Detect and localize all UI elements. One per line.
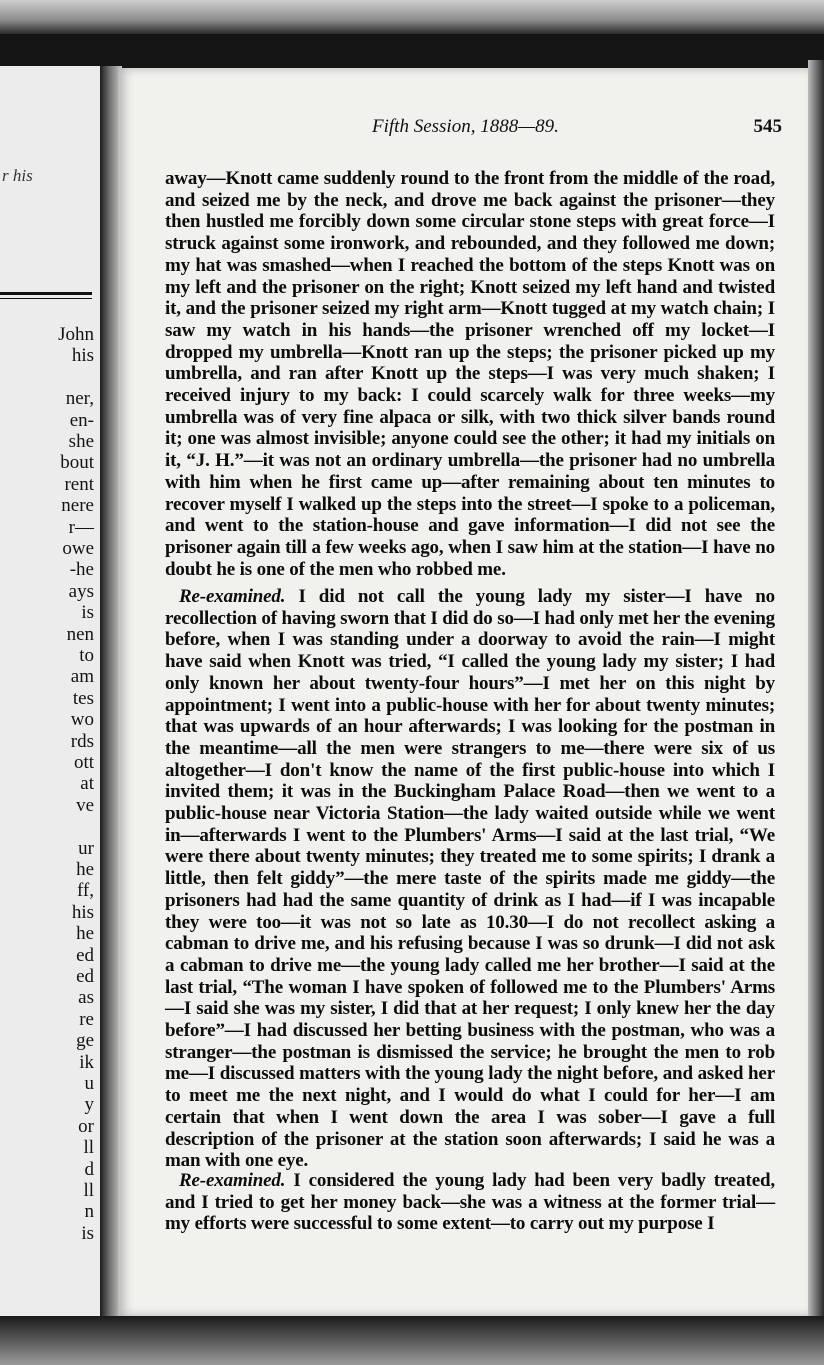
facing-page-line-fragment: John <box>58 324 94 345</box>
running-header <box>372 116 782 142</box>
facing-page-line-fragment: am <box>70 666 94 688</box>
facing-page-line-fragment: ur <box>78 837 94 859</box>
facing-page-line-fragment: bout <box>60 452 94 474</box>
facing-page-line-fragment: re <box>79 1008 94 1030</box>
facing-page-line-fragment: y <box>84 1094 94 1116</box>
facing-page-line-fragment: rds <box>70 730 94 752</box>
facing-page-line-fragment: ik <box>79 1051 94 1073</box>
facing-page-line-fragment: to <box>79 645 94 666</box>
facing-page-line-fragment: ll <box>83 1137 94 1159</box>
facing-page-line-fragment: r— <box>68 516 94 538</box>
facing-page-line-fragment: at <box>80 773 94 795</box>
session-title: Fifth Session, 1888—89. <box>372 116 559 137</box>
facing-page-line-fragment: ed <box>76 944 94 966</box>
scan-dark-band <box>0 34 824 68</box>
facing-page-line-fragment: owe <box>62 538 94 559</box>
facing-page-line-fragment: rent <box>64 473 94 495</box>
facing-page-line-fragment: u <box>84 1073 94 1094</box>
re-examined-label-2: Re-examined. <box>179 1170 286 1191</box>
facing-page-line-fragment: d <box>84 1158 94 1180</box>
paragraph-3 <box>165 1170 775 1235</box>
facing-page-top-fragment: r his <box>2 166 33 185</box>
facing-page-line-fragment: ll <box>83 1180 94 1201</box>
paragraph-2 <box>165 586 775 1172</box>
facing-page-line-fragment: ff, <box>76 880 94 902</box>
facing-page-line-fragment: ed <box>76 966 94 987</box>
facing-page-line-fragment: ott <box>73 752 94 773</box>
facing-page-line-fragment: as <box>78 987 94 1009</box>
facing-page-line-fragment: his <box>71 901 94 923</box>
facing-page-line-fragment: ge <box>76 1030 94 1052</box>
facing-page-line-fragment: or <box>78 1115 94 1137</box>
facing-page-line-fragment: n <box>84 1201 94 1223</box>
facing-page-line-fragment: tes <box>72 687 94 709</box>
re-examined-label: Re-examined. <box>179 586 286 607</box>
facing-page-fragment <box>0 66 103 1316</box>
paragraph-1: away—Knott came suddenly round to the front from the middle of the road, and seized me by the neck, and drove me back against the prisoner—they then hustled me forcibly down some circular stone steps with great force—I struck against some ironwork, and rebounded, and they followed me down; my hat was smashed—when I reached the bottom of the steps Knott was on my left and the prisoner on the right; Knott seized my left hand and twisted it, and the prisoner seized my right arm—Knott tugged at my watch chain; I saw my watch in his hands—the prisoner wrenched off my locket—I dropped my umbrella—Knott ran up the steps; the prisoner picked up my umbrella, and ran after Knott up the steps—I was very much shaken; I received injury to my back: I could scarcely walk for three weeks—my umbrella was of very fine alpaca or silk, with two thick silver bands round it; one was almost invisible; anyone could see the other; it had my initials on it, “J. H.”—it was not an ordinary umbrella—the prisoner had no umbrella with him when he first came up—after remaining about ten minutes to recover myself I walked up the steps into the street—I spoke to a policeman, and went to the station-house and gave information—I did not see the prisoner again till a few weeks ago, when I saw him at the station—I have no doubt he is one of the men who robbed me. <box>165 168 775 580</box>
page-number: 545 <box>753 116 782 137</box>
facing-page-line-fragment: nen <box>66 623 94 645</box>
facing-page-rule <box>0 292 92 295</box>
facing-page-line-fragment: ner, <box>65 388 94 410</box>
facing-page-line-fragment: is <box>81 1222 94 1244</box>
facing-page-line-fragment: he <box>76 923 94 945</box>
facing-page-line-fragment: -he <box>69 559 94 581</box>
facing-page-line-fragment: ve <box>76 794 94 816</box>
facing-page-line-fragment: en- <box>69 409 94 431</box>
paragraph-2-text: I did not call the young lady my sister—I have no recollection of having sworn that I did do so—I had only met her the evening before, when I was standing under a doorway to avoid the rain—I might have said when Knott was tried, “I called the young lady my sister; I had only known her about twenty-four hours”—I met her on this night by appointment; I went into a public-house with her for about twenty minutes; that was upwards of an hour afterwards; I was looking for the postman in the meantime—all the men were strangers to me—there were six of us altogether—I don't know the name of the first public-house into which I invited them; it was in the Buckingham Palace Road—then we went to a public-house near Victoria Station—the lady waited outside while we went in—afterwards I went to the Plumbers' Arms—I said at the last trial, “We were there about twenty minutes; they treated me to some spirits; I drank a little, then felt giddy”—the mere taste of the spirits made me giddy—the prisoners had had the same quantity of drink as I had—if I was incapable they were too—it was not so late as 10.30—I do not recollect asking a cabman to drive me, and his refusing because I was so drunk—I did not ask a cabman to drive me—the young lady called me her brother—I said at the last trial, “The woman I have spoken of followed me to the Plumbers' Arms—I said she was my sister, I did that at her request; I only knew her the day before”—I had discussed her betting business with the postman, who was a stranger—the postman is dismissed the service; he brought the men to rob me—I discussed matters with the young lady the night before, and asked her to meet me the next night, and I would do what I could for her—I am certain that when I went down the area I was sober—I gave a full description of the prisoner at the station soon afterwards; I said he was a man with one eye. <box>165 586 775 1172</box>
facing-page-line-fragment: ays <box>68 580 94 602</box>
paragraph-3-text: I considered the young lady had been very badly treated, and I tried to get her money back—she was a witness at the former trial—my efforts were successful to some extent—to carry out my purpose I <box>165 1170 775 1235</box>
page-right-edge <box>808 60 824 1320</box>
scan-bottom-edge <box>0 1316 824 1365</box>
facing-page-line-fragment: he <box>76 859 94 880</box>
facing-page-rule-thin <box>0 298 92 299</box>
facing-page-line-fragment: his <box>71 345 94 367</box>
facing-page-line-fragment: she <box>68 431 94 452</box>
scan-top-edge <box>0 0 824 34</box>
facing-page-line-fragment: is <box>81 602 94 624</box>
facing-page-line-fragment: wo <box>70 709 94 731</box>
facing-page-line-fragment: nere <box>61 495 94 517</box>
